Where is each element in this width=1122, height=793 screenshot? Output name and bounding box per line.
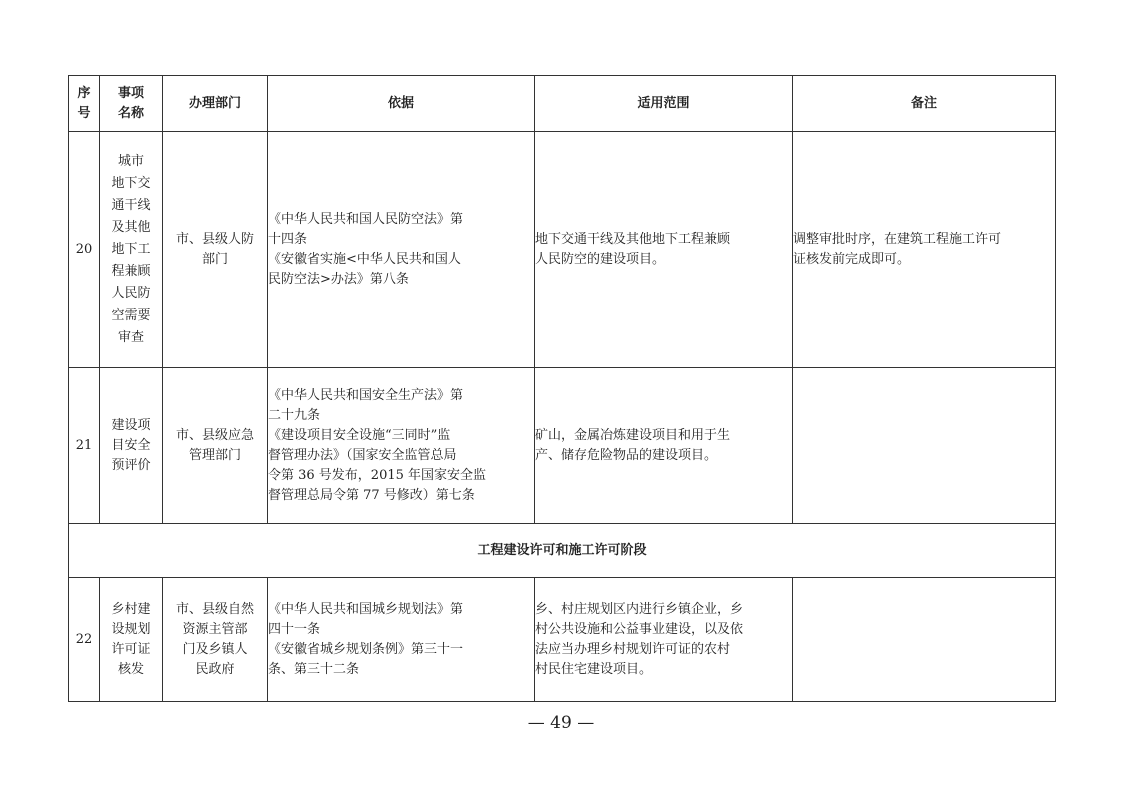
row-note bbox=[793, 578, 1056, 702]
header-row bbox=[69, 76, 1056, 132]
row-basis: 《中华人民共和国安全生产法》第 二十九条 《建设项目安全设施“三同时”监 督管理办法》（国家安全监管总局 令第 36 号发布，2015 年国家安全监 督管理总局令第 77 号修改）第七条 bbox=[268, 368, 535, 524]
row-department: 市、县级人防 部门 bbox=[163, 132, 268, 368]
header-scope: 适用范围 bbox=[535, 76, 793, 132]
row-department: 市、县级自然 资源主管部 门及乡镇人 民政府 bbox=[163, 578, 268, 702]
header-seq: 序 号 bbox=[69, 76, 100, 132]
header-item-name: 事项 名称 bbox=[100, 76, 163, 132]
row-department: 市、县级应急 管理部门 bbox=[163, 368, 268, 524]
header-note: 备注 bbox=[793, 76, 1056, 132]
row-seq: 20 bbox=[69, 132, 100, 368]
page-number: — 49 — bbox=[527, 713, 595, 733]
row-seq: 22 bbox=[69, 578, 100, 702]
row-scope: 乡、村庄规划区内进行乡镇企业，乡 村公共设施和公益事业建设，以及依 法应当办理乡村规划许可证的农村 村民住宅建设项目。 bbox=[535, 578, 793, 702]
row-item-name: 建设项 目安全 预评价 bbox=[100, 368, 163, 524]
stage-row bbox=[69, 524, 1056, 578]
table-row bbox=[69, 578, 1056, 702]
table-row bbox=[69, 132, 1056, 368]
row-basis: 《中华人民共和国人民防空法》第 十四条 《安徽省实施<中华人民共和国人 民防空法>办法》第八条 bbox=[268, 132, 535, 368]
row-scope: 地下交通干线及其他地下工程兼顾 人民防空的建设项目。 bbox=[535, 132, 793, 368]
row-scope: 矿山，金属冶炼建设项目和用于生 产、储存危险物品的建设项目。 bbox=[535, 368, 793, 524]
header-basis: 依据 bbox=[268, 76, 535, 132]
row-note bbox=[793, 368, 1056, 524]
approval-items-table bbox=[68, 75, 1056, 702]
row-item-name: 乡村建 设规划 许可证 核发 bbox=[100, 578, 163, 702]
row-seq: 21 bbox=[69, 368, 100, 524]
row-basis: 《中华人民共和国城乡规划法》第 四十一条 《安徽省城乡规划条例》第三十一 条、第三十二条 bbox=[268, 578, 535, 702]
row-note: 调整审批时序，在建筑工程施工许可 证核发前完成即可。 bbox=[793, 132, 1056, 368]
header-department: 办理部门 bbox=[163, 76, 268, 132]
stage-title: 工程建设许可和施工许可阶段 bbox=[69, 524, 1056, 578]
row-item-name: 城市 地下交 通干线 及其他 地下工 程兼顾 人民防 空需要 审查 bbox=[100, 132, 163, 368]
table-row bbox=[69, 368, 1056, 524]
